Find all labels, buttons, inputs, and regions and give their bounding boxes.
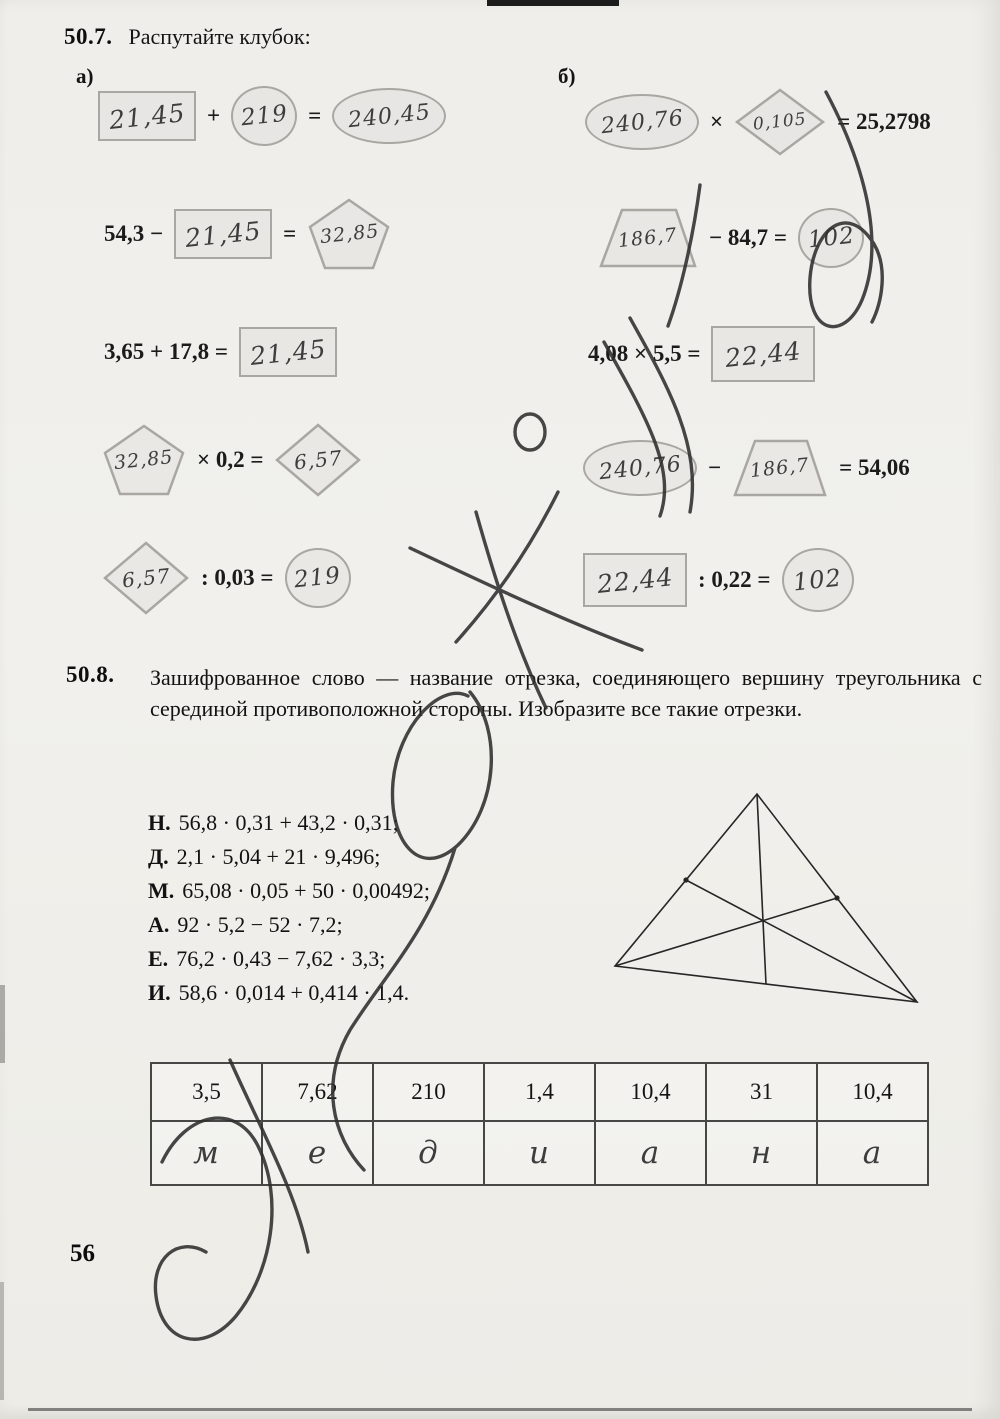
expression-list (148, 806, 430, 1010)
handwritten-value: 102 (791, 563, 844, 597)
exercise-508-header (66, 662, 115, 688)
operator: × 0,2 = (197, 447, 264, 472)
column-b-label: б) (558, 64, 576, 88)
handwritten-value: 21,45 (107, 97, 187, 135)
operator: + (207, 103, 221, 128)
result-text: = 25,2798 (837, 109, 931, 134)
expression: 58,6 · 0,014 + 0,414 · 1,4. (178, 980, 410, 1005)
table-answer-row (151, 1121, 928, 1185)
exercise-507-number: 50.7. (64, 24, 113, 49)
diamond-shape (102, 540, 190, 616)
handwritten-value: 102 (806, 222, 856, 254)
expression-item (148, 908, 430, 942)
operator: − (708, 455, 722, 480)
exercise-507-title: Распутайте клубок: (128, 24, 311, 49)
column-a-label: а) (76, 64, 94, 88)
handwritten-letter: а (640, 1135, 661, 1171)
handwritten-letter: д (418, 1135, 439, 1171)
header-cell: 10,4 (817, 1063, 928, 1121)
cipher-letter: Д. (148, 844, 169, 869)
header-cell: 3,5 (151, 1063, 262, 1121)
expression: 2,1 · 5,04 + 21 · 9,496; (176, 844, 381, 869)
handwritten-value: 240,76 (597, 451, 683, 485)
expression-item (148, 942, 430, 976)
expression-item (148, 806, 430, 840)
answer-cell (484, 1121, 595, 1185)
equation-a4 (102, 420, 362, 500)
operand-text: 3,65 + 17,8 = (104, 339, 228, 364)
header-cell: 7,62 (262, 1063, 373, 1121)
circle-shape (782, 548, 854, 612)
circle-shape (798, 208, 864, 268)
handwritten-letter: н (750, 1135, 773, 1171)
oval-shape (332, 88, 446, 144)
cipher-letter: М. (148, 878, 175, 903)
header-cell: 31 (706, 1063, 817, 1121)
handwritten-value: 219 (239, 100, 289, 132)
trapezoid-shape (732, 438, 828, 498)
equation-b5 (583, 540, 854, 620)
operand-text: 4,08 × 5,5 = (588, 341, 701, 366)
exercise-507-header (64, 24, 311, 50)
expression: 76,2 · 0,43 − 7,62 · 3,3; (176, 946, 386, 971)
table-header-row (151, 1063, 928, 1121)
handwritten-value: 0,105 (752, 109, 808, 135)
rectangle-shape (174, 209, 272, 259)
operator: = (283, 221, 297, 246)
scan-artifact-left-lower (0, 1282, 4, 1400)
operator: × (710, 109, 724, 134)
operand-text: 54,3 − (104, 221, 164, 246)
circle-shape (231, 86, 297, 146)
handwritten-value: 6,57 (120, 563, 172, 593)
handwritten-value: 240,45 (346, 99, 432, 133)
operator: : 0,22 = (698, 567, 771, 592)
answer-cell (262, 1121, 373, 1185)
rectangle-shape (583, 553, 687, 607)
handwritten-letter: м (193, 1135, 220, 1171)
handwritten-letter: е (307, 1135, 328, 1171)
equation-a5 (102, 538, 351, 618)
diamond-shape (274, 422, 362, 498)
header-cell: 1,4 (484, 1063, 595, 1121)
handwritten-value: 32,85 (318, 219, 380, 249)
expression: 92 · 5,2 − 52 · 7,2; (177, 912, 343, 937)
equation-b1 (585, 82, 931, 162)
handwritten-value: 22,44 (595, 561, 675, 599)
cipher-letter: А. (148, 912, 170, 937)
scan-artifact-left-upper (0, 985, 5, 1063)
midpoint-dot (834, 895, 839, 900)
expression-item (148, 840, 430, 874)
cipher-answer-table (150, 1062, 929, 1186)
handwritten-value: 21,45 (183, 215, 263, 253)
result-text: = 54,06 (839, 455, 910, 480)
equation-b4 (583, 428, 910, 508)
exercise-508-text: Зашифрованное слово — название отрезка, соединяющего вершину треугольника с серединой противоположной стороны. Изобразите все такие отрезки. (150, 665, 982, 721)
answer-cell (151, 1121, 262, 1185)
pentagon-shape (307, 197, 391, 271)
diamond-shape (734, 87, 826, 157)
oval-shape (585, 94, 699, 150)
expression: 56,8 · 0,31 + 43,2 · 0,31; (178, 810, 399, 835)
scan-artifact-bottom (28, 1408, 972, 1411)
answer-cell (595, 1121, 706, 1185)
handwritten-value: 21,45 (248, 333, 328, 371)
exercise-508-number: 50.8. (66, 662, 115, 687)
circle-shape (285, 548, 351, 608)
rectangle-shape (239, 327, 337, 377)
expression-item (148, 874, 430, 908)
expression-item (148, 976, 430, 1010)
answer-cell (373, 1121, 484, 1185)
page-number: 56 (70, 1240, 95, 1267)
handwritten-letter: а (862, 1135, 883, 1171)
answer-cell (706, 1121, 817, 1185)
cipher-letter: И. (148, 980, 171, 1005)
handwritten-value: 219 (292, 562, 343, 594)
triangle-medians-figure (600, 780, 930, 1020)
equation-a2 (104, 194, 391, 274)
header-cell: 10,4 (595, 1063, 706, 1121)
equation-b3 (588, 314, 815, 394)
cipher-letter: Е. (148, 946, 169, 971)
operand-text: − 84,7 = (709, 225, 787, 250)
equation-a3 (104, 312, 337, 392)
equation-b2 (598, 198, 864, 278)
handwritten-value: 32,85 (113, 445, 175, 475)
oval-shape (583, 440, 697, 496)
operator: : 0,03 = (201, 565, 274, 590)
handwritten-value: 22,44 (723, 335, 804, 373)
midpoint-dot (683, 877, 688, 882)
answer-cell (817, 1121, 928, 1185)
operator: = (308, 103, 322, 128)
handwritten-letter: и (529, 1135, 550, 1171)
header-cell: 210 (373, 1063, 484, 1121)
handwritten-value: 186,7 (617, 223, 679, 253)
handwritten-value: 6,57 (293, 445, 344, 475)
handwritten-value: 186,7 (749, 453, 811, 483)
cipher-letter: Н. (148, 810, 171, 835)
scan-artifact-top (487, 0, 619, 6)
trapezoid-shape (598, 207, 698, 269)
pentagon-shape (102, 423, 186, 497)
expression: 65,08 · 0,05 + 50 · 0,00492; (182, 878, 430, 903)
rectangle-shape (98, 91, 196, 141)
handwritten-value: 240,76 (599, 105, 685, 139)
equation-a1 (98, 76, 446, 156)
rectangle-shape (711, 326, 815, 382)
